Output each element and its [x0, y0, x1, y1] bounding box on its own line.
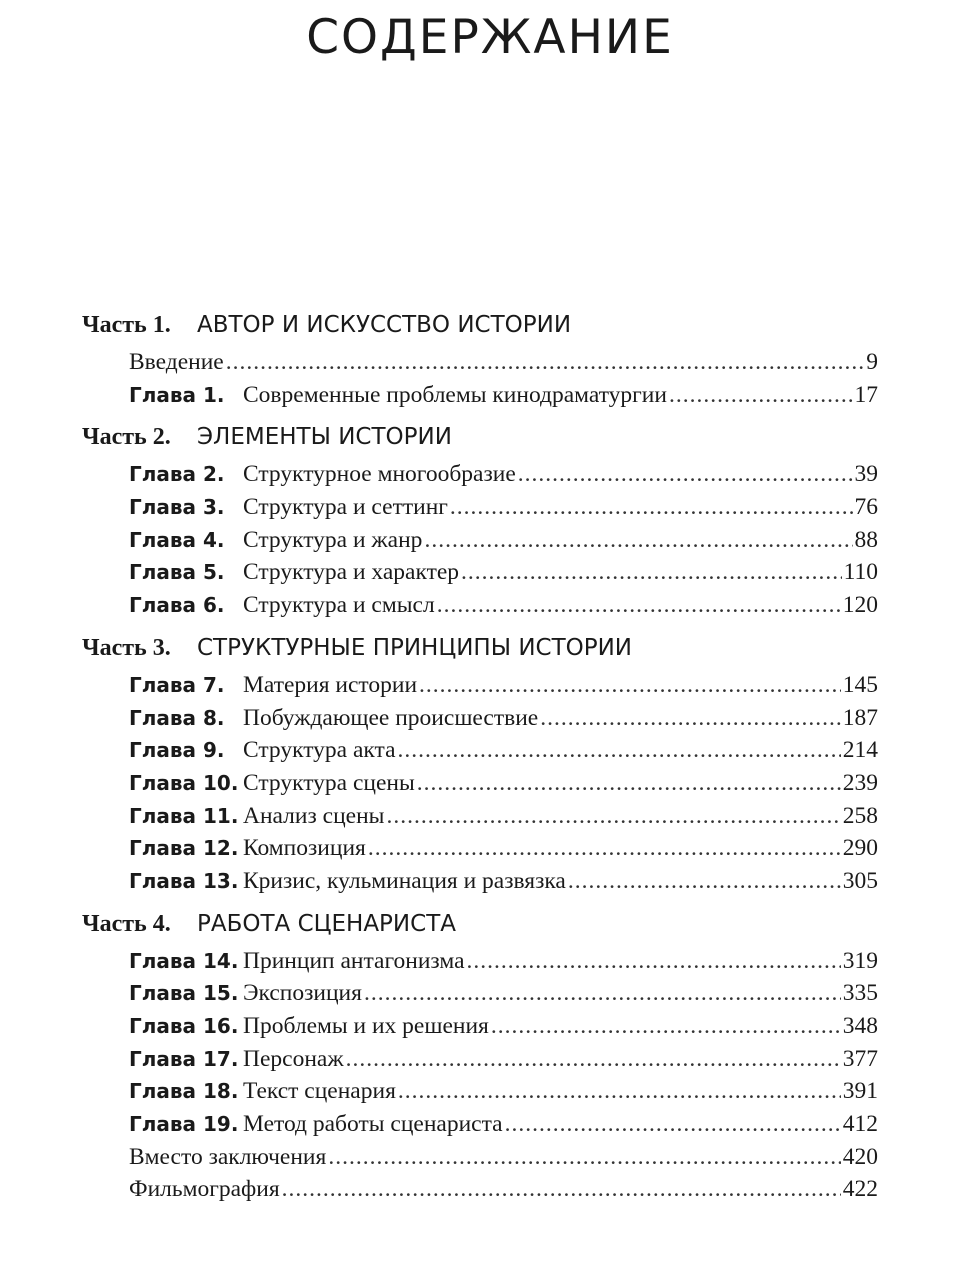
page-number: 145: [842, 671, 878, 698]
toc-part: [82, 424, 878, 621]
chapter-label: Глава 1.: [129, 382, 225, 407]
entry-title: Проблемы и их решения: [243, 1013, 489, 1039]
chapter-label: Глава 14.: [129, 948, 239, 973]
chapter-label: Глава 7.: [129, 672, 225, 697]
entry-title: Структурное многообразие: [243, 461, 516, 488]
part-label: Часть 3.: [82, 634, 171, 661]
toc-entry[interactable]: [82, 734, 878, 767]
dot-leader: [669, 379, 853, 412]
chapter-label: Глава 13.: [129, 868, 239, 893]
page-number: 17: [854, 381, 878, 408]
entry-title: Экспозиция: [243, 980, 362, 1007]
dot-leader: [386, 800, 840, 833]
entry-title: Текст сценария: [243, 1078, 396, 1105]
toc-entry[interactable]: [82, 1108, 878, 1141]
toc-entry[interactable]: [82, 346, 878, 379]
chapter-label: Глава 12.: [129, 836, 239, 861]
page-number: 110: [843, 559, 878, 586]
part-title: РАБОТА СЦЕНАРИСТА: [197, 910, 456, 937]
entry-title: Материя истории: [243, 671, 418, 698]
chapter-label: Глава 4.: [129, 527, 225, 552]
chapter-label: Глава 15.: [129, 981, 239, 1006]
page-number: 420: [842, 1143, 878, 1170]
dot-leader: [419, 669, 841, 702]
page-number: 88: [854, 526, 878, 553]
entry-title: Структура и смысл: [243, 592, 435, 619]
entry-title: Структура акта: [243, 737, 396, 764]
part-header: [82, 911, 878, 945]
toc-entry[interactable]: [82, 379, 878, 412]
entry-title: Кризис, кульминация и развязка: [243, 867, 566, 894]
part-label: Часть 4.: [82, 910, 171, 937]
dot-leader: [398, 1075, 841, 1108]
dot-leader: [282, 1173, 841, 1206]
toc-entry[interactable]: [82, 865, 878, 898]
chapter-label: Глава 11.: [129, 803, 239, 828]
toc-entry[interactable]: [82, 1075, 878, 1108]
dot-leader: [437, 589, 841, 622]
page-number: 120: [842, 592, 878, 619]
toc-part: [82, 312, 878, 411]
chapter-label: Глава 6.: [129, 593, 225, 618]
toc-entry[interactable]: [82, 491, 878, 524]
entry-title: Композиция: [243, 835, 366, 862]
entry-title: Фильмография: [129, 1176, 280, 1203]
page-number: 239: [842, 769, 878, 796]
toc-entry[interactable]: [82, 669, 878, 702]
entry-title: Структура и жанр: [243, 526, 423, 553]
page-title: СОДЕРЖАНИЕ: [306, 10, 674, 65]
part-title: АВТОР И ИСКУССТВО ИСТОРИИ: [197, 312, 572, 338]
part-header: [82, 424, 878, 458]
chapter-label: Глава 3.: [129, 495, 225, 520]
dot-leader: [226, 346, 865, 379]
toc-entry[interactable]: [82, 556, 878, 589]
dot-leader: [540, 702, 841, 735]
page-number: 290: [842, 835, 878, 862]
dot-leader: [461, 556, 842, 589]
page-number: 319: [842, 947, 878, 974]
chapter-label: Глава 19.: [129, 1112, 239, 1137]
page-number: 76: [854, 494, 878, 521]
entry-title: Персонаж: [243, 1045, 344, 1072]
chapter-label: Глава 5.: [129, 560, 225, 585]
dot-leader: [368, 832, 841, 865]
page-number: 39: [854, 461, 878, 488]
toc-entry[interactable]: [82, 832, 878, 865]
dot-leader: [505, 1108, 841, 1141]
page-number: 422: [842, 1176, 878, 1203]
toc-entry[interactable]: [82, 1010, 878, 1043]
dot-leader: [450, 491, 853, 524]
toc-entry[interactable]: [82, 1141, 878, 1174]
dot-leader: [398, 734, 841, 767]
toc-part: [82, 911, 878, 1207]
part-header: [82, 635, 878, 669]
dot-leader: [364, 977, 841, 1010]
dot-leader: [568, 865, 841, 898]
toc-entry[interactable]: [82, 1173, 878, 1206]
dot-leader: [424, 524, 852, 557]
toc-entry[interactable]: [82, 977, 878, 1010]
entry-title: Побуждающее происшествие: [243, 704, 539, 731]
page-number: 305: [842, 867, 878, 894]
entry-title: Принцип антагонизма: [243, 947, 465, 974]
dot-leader: [328, 1141, 840, 1174]
entry-title: Метод работы сценариста: [243, 1111, 503, 1138]
toc-part: [82, 635, 878, 898]
chapter-label: Глава 16.: [129, 1014, 239, 1038]
dot-leader: [417, 767, 841, 800]
page-number: 9: [866, 349, 878, 375]
entry-title: Структура сцены: [243, 769, 415, 796]
entry-title: Современные проблемы кинодраматургии: [243, 381, 667, 408]
dot-leader: [467, 945, 841, 978]
toc-entry[interactable]: [82, 767, 878, 800]
part-header: [82, 312, 878, 346]
dot-leader: [346, 1043, 841, 1076]
page-number: 258: [842, 802, 878, 829]
chapter-label: Глава 17.: [129, 1046, 239, 1071]
page-number: 348: [842, 1013, 878, 1039]
chapter-label: Глава 8.: [129, 705, 225, 730]
toc-entry[interactable]: [82, 458, 878, 491]
page-number: 214: [842, 737, 878, 764]
chapter-label: Глава 10.: [129, 770, 239, 795]
page-number: 377: [842, 1045, 878, 1072]
toc-entry[interactable]: [82, 800, 878, 833]
part-label: Часть 2.: [82, 424, 171, 451]
chapter-label: Глава 9.: [129, 738, 225, 763]
toc-entry[interactable]: [82, 589, 878, 622]
table-of-contents: [82, 312, 878, 1219]
page-number: 335: [842, 980, 878, 1007]
page-number: 412: [842, 1111, 878, 1138]
entry-title: Структура и сеттинг: [243, 494, 448, 521]
entry-title: Вместо заключения: [129, 1143, 327, 1170]
part-title: ЭЛЕМЕНТЫ ИСТОРИИ: [197, 424, 452, 451]
toc-entry[interactable]: [82, 1043, 878, 1076]
part-label: Часть 1.: [82, 312, 171, 338]
part-title: СТРУКТУРНЫЕ ПРИНЦИПЫ ИСТОРИИ: [197, 634, 633, 661]
page-number: 187: [842, 704, 878, 731]
toc-entry[interactable]: [82, 945, 878, 978]
entry-title: Введение: [129, 349, 224, 375]
page-number: 391: [842, 1078, 878, 1105]
dot-leader: [491, 1010, 841, 1043]
entry-title: Анализ сцены: [243, 802, 385, 829]
toc-entry[interactable]: [82, 524, 878, 557]
entry-title: Структура и характер: [243, 559, 460, 586]
toc-entry[interactable]: [82, 702, 878, 735]
chapter-label: Глава 2.: [129, 462, 225, 487]
dot-leader: [518, 458, 853, 491]
chapter-label: Глава 18.: [129, 1079, 239, 1104]
